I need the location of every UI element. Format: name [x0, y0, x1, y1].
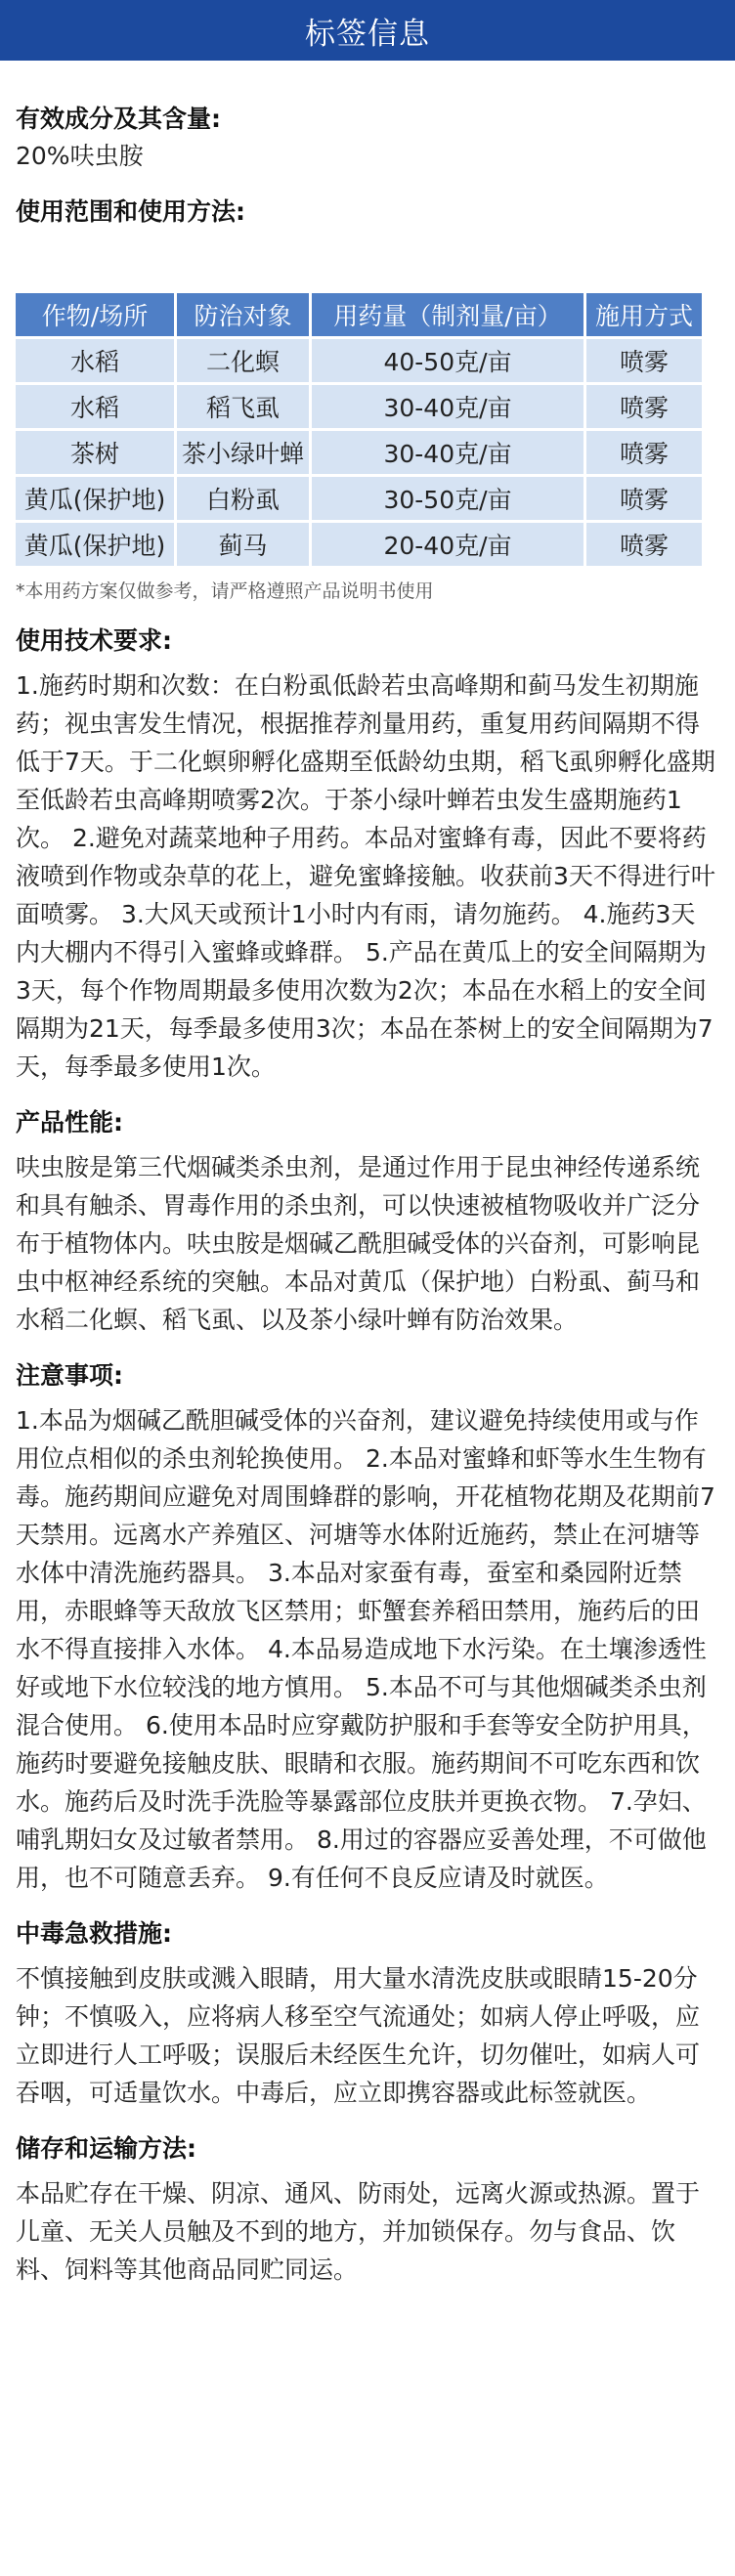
cell-dosage: 30-40克/亩 — [312, 385, 584, 428]
header-title: 标签信息 — [305, 16, 430, 52]
usage-scope-heading: 使用范围和使用方法: — [16, 197, 245, 226]
cell-method: 喷雾 — [586, 477, 702, 520]
cell-crop: 黄瓜(保护地) — [16, 477, 174, 520]
storage-heading: 储存和运输方法: — [16, 2134, 196, 2163]
dosage-footnote: *本用药方案仅做参考，请严格遵照产品说明书使用 — [16, 580, 434, 602]
table-row — [16, 385, 702, 428]
cell-target: 茶小绿叶蝉 — [177, 431, 309, 474]
cell-crop: 茶树 — [16, 431, 174, 474]
cell-dosage: 40-50克/亩 — [312, 339, 584, 382]
cell-dosage: 20-40克/亩 — [312, 523, 584, 566]
table-row — [16, 523, 702, 566]
label-content-continued — [0, 579, 735, 2289]
precautions-text: 1.本品为烟碱乙酰胆碱受体的兴奋剂，建议避免持续使用或与作用位点相似的杀虫剂轮换使用。 2.本品对蜜蜂和虾等水生生物有毒。施药期间应避免对周围蜂群的影响，开花植物花期及花期前7天禁用。远离水产养殖区、河塘等水体附近施药，禁止在河塘等水体中清洗施药器具。 3.本品对家蚕有毒，蚕室和桑园附近禁用，赤眼蜂等天敌放飞区禁用；虾蟹套养稻田禁用，施药后的田水不得直接排入水体。 4.本品易造成地下水污染。在土壤渗透性好或地下水位较浅的地方慎用。 5.本品不可与其他烟碱类杀虫剂混合使用。 6.使用本品时应穿戴防护服和手套等安全防护用具，施药时要避免接触皮肤、眼睛和衣服。施药期间不可吃东西和饮水。施药后及时洗手洗脸等暴露部位皮肤并更换衣物。 7.孕妇、哺乳期妇女及过敏者禁用。 8.用过的容器应妥善处理，不可做他用，也不可随意丢弃。 9.有任何不良反应请及时就医。 — [16, 1406, 715, 1892]
cell-crop: 水稻 — [16, 385, 174, 428]
first-aid-heading: 中毒急救措施: — [16, 1919, 172, 1948]
cell-dosage: 30-40克/亩 — [312, 431, 584, 474]
technical-heading: 使用技术要求: — [16, 626, 172, 655]
col-header-crop: 作物/场所 — [16, 293, 174, 336]
cell-method: 喷雾 — [586, 339, 702, 382]
col-header-target: 防治对象 — [177, 293, 309, 336]
ingredients-value: 20%呋虫胺 — [16, 142, 144, 170]
table-row — [16, 477, 702, 520]
dosage-table — [13, 290, 705, 569]
ingredients-heading: 有效成分及其含量: — [16, 105, 221, 133]
cell-target: 稻飞虱 — [177, 385, 309, 428]
col-header-dosage: 用药量（制剂量/亩） — [312, 293, 584, 336]
performance-text: 呋虫胺是第三代烟碱类杀虫剂，是通过作用于昆虫神经传递系统和具有触杀、胃毒作用的杀虫剂，可以快速被植物吸收并广泛分布于植物体内。呋虫胺是烟碱乙酰胆碱受体的兴奋剂，可影响昆虫中枢神经系统的突触。本品对黄瓜（保护地）白粉虱、蓟马和水稻二化螟、稻飞虱、以及茶小绿叶蝉有防治效果。 — [16, 1153, 701, 1334]
storage-text: 本品贮存在干燥、阴凉、通风、防雨处，远离火源或热源。置于儿童、无关人员触及不到的地方，并加锁保存。勿与食品、饮料、饲料等其他商品同贮同运。 — [16, 2179, 701, 2284]
technical-text: 1.施药时期和次数：在白粉虱低龄若虫高峰期和蓟马发生初期施药；视虫害发生情况，根据推荐剂量用药，重复用药间隔期不得低于7天。于二化螟卵孵化盛期至低龄幼虫期，稻飞虱卵孵化盛期至低龄若虫高峰期喷雾2次。于茶小绿叶蝉若虫发生盛期施药1次。 2.避免对蔬菜地种子用药。本品对蜜蜂有毒，因此不要将药液喷到作物或杂草的花上，避免蜜蜂接触。收获前3天不得进行叶面喷雾。 3.大风天或预计1小时内有雨，请勿施药。 4.施药3天内大棚内不得引入蜜蜂或蜂群。 5.产品在黄瓜上的安全间隔期为3天，每个作物周期最多使用次数为2次；本品在水稻上的安全间隔期为21天，每季最多使用3次；本品在茶树上的安全间隔期为7天，每季最多使用1次。 — [16, 671, 715, 1081]
cell-target: 白粉虱 — [177, 477, 309, 520]
cell-crop: 水稻 — [16, 339, 174, 382]
cell-target: 二化螟 — [177, 339, 309, 382]
cell-target: 蓟马 — [177, 523, 309, 566]
cell-method: 喷雾 — [586, 523, 702, 566]
cell-dosage: 30-50克/亩 — [312, 477, 584, 520]
performance-heading: 产品性能: — [16, 1108, 123, 1137]
cell-method: 喷雾 — [586, 431, 702, 474]
first-aid-text: 不慎接触到皮肤或溅入眼睛，用大量水清洗皮肤或眼睛15-20分钟；不慎吸入，应将病人移至空气流通处；如病人停止呼吸，应立即进行人工呼吸；误服后未经医生允许，切勿催吐，如病人可吞咽，可适量饮水。中毒后，应立即携容器或此标签就医。 — [16, 1964, 701, 2107]
col-header-method: 施用方式 — [586, 293, 702, 336]
label-content — [0, 102, 735, 230]
cell-crop: 黄瓜(保护地) — [16, 523, 174, 566]
table-row — [16, 431, 702, 474]
label-info-header — [0, 0, 735, 61]
precautions-heading: 注意事项: — [16, 1361, 123, 1390]
dosage-table-header-row — [16, 293, 702, 336]
cell-method: 喷雾 — [586, 385, 702, 428]
table-row — [16, 339, 702, 382]
